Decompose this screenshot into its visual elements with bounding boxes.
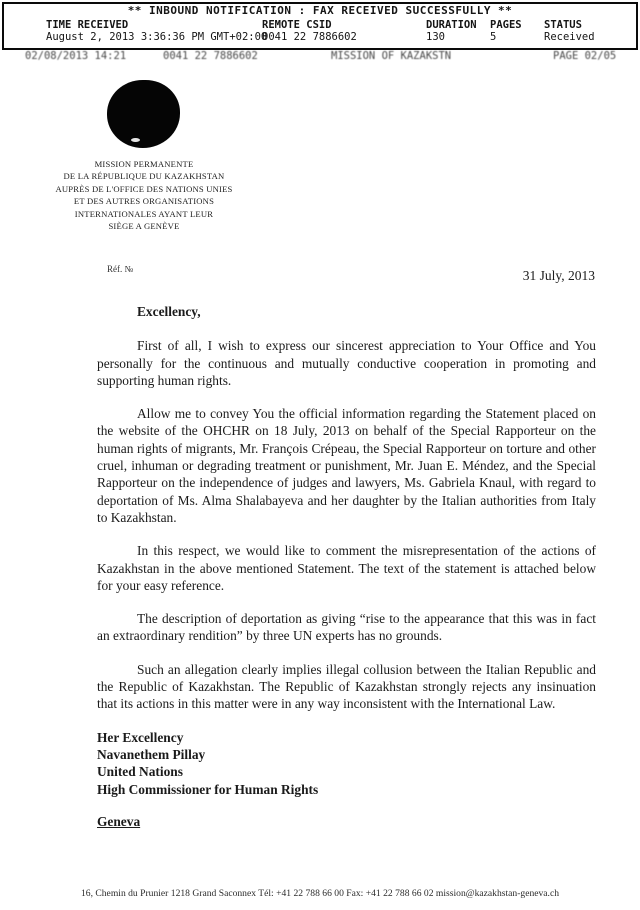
fax-col-remote-csid-value: 0041 22 7886602 <box>262 31 357 43</box>
fax-col-duration <box>426 19 477 43</box>
paragraph-3: In this respect, we would like to comment the misrepresentation of the actions of Kazakhstan in the above mentioned Statement. The text of the statement is attached below for your easy reference. <box>97 543 596 593</box>
fax-notification-box <box>2 2 638 50</box>
fax-col-pages-value: 5 <box>490 31 497 43</box>
fax-col-time-received-value: August 2, 2013 3:36:36 PM GMT+02:00 <box>46 31 268 43</box>
fax-col-pages <box>490 19 522 43</box>
fax-col-status <box>544 19 595 43</box>
fax-col-status-label: STATUS <box>544 19 582 31</box>
imprint-sender: MISSION OF KAZAKSTN <box>331 50 452 62</box>
paragraph-4: The description of deportation as giving “rise to the appearance that this was in fact an extraordinary rendition” by three UN experts has no grounds. <box>97 611 596 644</box>
reference-number: Réf. № <box>107 264 134 274</box>
recipient-block <box>97 729 596 798</box>
mission-seal-icon <box>107 80 180 148</box>
fax-col-remote-csid-label: REMOTE CSID <box>262 19 332 31</box>
letterhead <box>28 158 260 232</box>
letterhead-line-5: INTERNATIONALES AYANT LEUR <box>74 208 214 219</box>
recipient-line-3: United Nations <box>97 764 183 780</box>
letter-date: 31 July, 2013 <box>522 268 595 283</box>
fax-col-duration-label: DURATION <box>426 19 477 31</box>
recipient-line-1: Her Excellency <box>97 729 184 745</box>
fax-col-time-received-label: TIME RECEIVED <box>46 19 129 31</box>
fax-notification-title: ** INBOUND NOTIFICATION : FAX RECEIVED SUCCESSFULLY ** <box>127 4 513 17</box>
paragraph-2: Allow me to convey You the official information regarding the Statement placed on the website of the OHCHR on 18 July, 2013 on behalf of the Special Rapporteur on the human rights of migrants, Mr. François Crépeau, the Special Rapporteur on torture and other cruel, inhuman or degrading treatment or punishment, Mr. Juan E. Méndez, and the Special Rapporteur on the independence of judges and lawyers, Ms. Gabriela Knaul, with regard to deportation of Ms. Alma Shalabayeva and her daughter by the Italian authorities from Italy to Kazakhstan. <box>97 406 596 525</box>
fax-col-time-received <box>46 19 267 43</box>
imprint-csid: 0041 22 7886602 <box>163 50 258 62</box>
footer-address: 16, Chemin du Prunier 1218 Grand Saconnex Tél: +41 22 788 66 00 Fax: +41 22 788 66 02 mission@kazakhstan-geneva.ch <box>80 888 560 899</box>
letterhead-line-3: AUPRÈS DE L'OFFICE DES NATIONS UNIES <box>55 183 233 194</box>
salutation: Excellency, <box>137 304 201 319</box>
letterhead-line-6: SIÈGE A GENÈVE <box>108 221 180 232</box>
recipient-line-4: High Commissioner for Human Rights <box>97 781 319 797</box>
fax-col-duration-value: 130 <box>426 31 445 43</box>
recipient-city: Geneva <box>97 813 141 829</box>
letter-body <box>97 303 596 830</box>
recipient-line-2: Navanethem Pillay <box>97 746 206 762</box>
paragraph-1: First of all, I wish to express our sincerest appreciation to Your Office and You personally for the continuous and mutually conductive cooperation in promoting and supporting human rights. <box>97 338 596 388</box>
fax-col-status-value: Received <box>544 31 595 43</box>
imprint-page-number: PAGE 02/05 <box>553 50 617 62</box>
fax-imprint-line <box>0 50 640 64</box>
letterhead-line-1: MISSION PERMANENTE <box>94 159 194 169</box>
letterhead-line-2: DE LA RÉPUBLIQUE DU KAZAKHSTAN <box>63 171 225 182</box>
paragraph-5: Such an allegation clearly implies illegal collusion between the Italian Republic and the Republic of Kazakhstan. The Republic of Kazakhstan strongly rejects any insinuation that its actions in this matter were in any way inconsistent with the International Law. <box>97 661 596 712</box>
fax-col-remote-csid <box>262 19 357 43</box>
fax-col-pages-label: PAGES <box>490 19 522 31</box>
letterhead-line-4: ET DES AUTRES ORGANISATIONS <box>73 196 215 207</box>
imprint-datetime: 02/08/2013 14:21 <box>25 50 127 62</box>
